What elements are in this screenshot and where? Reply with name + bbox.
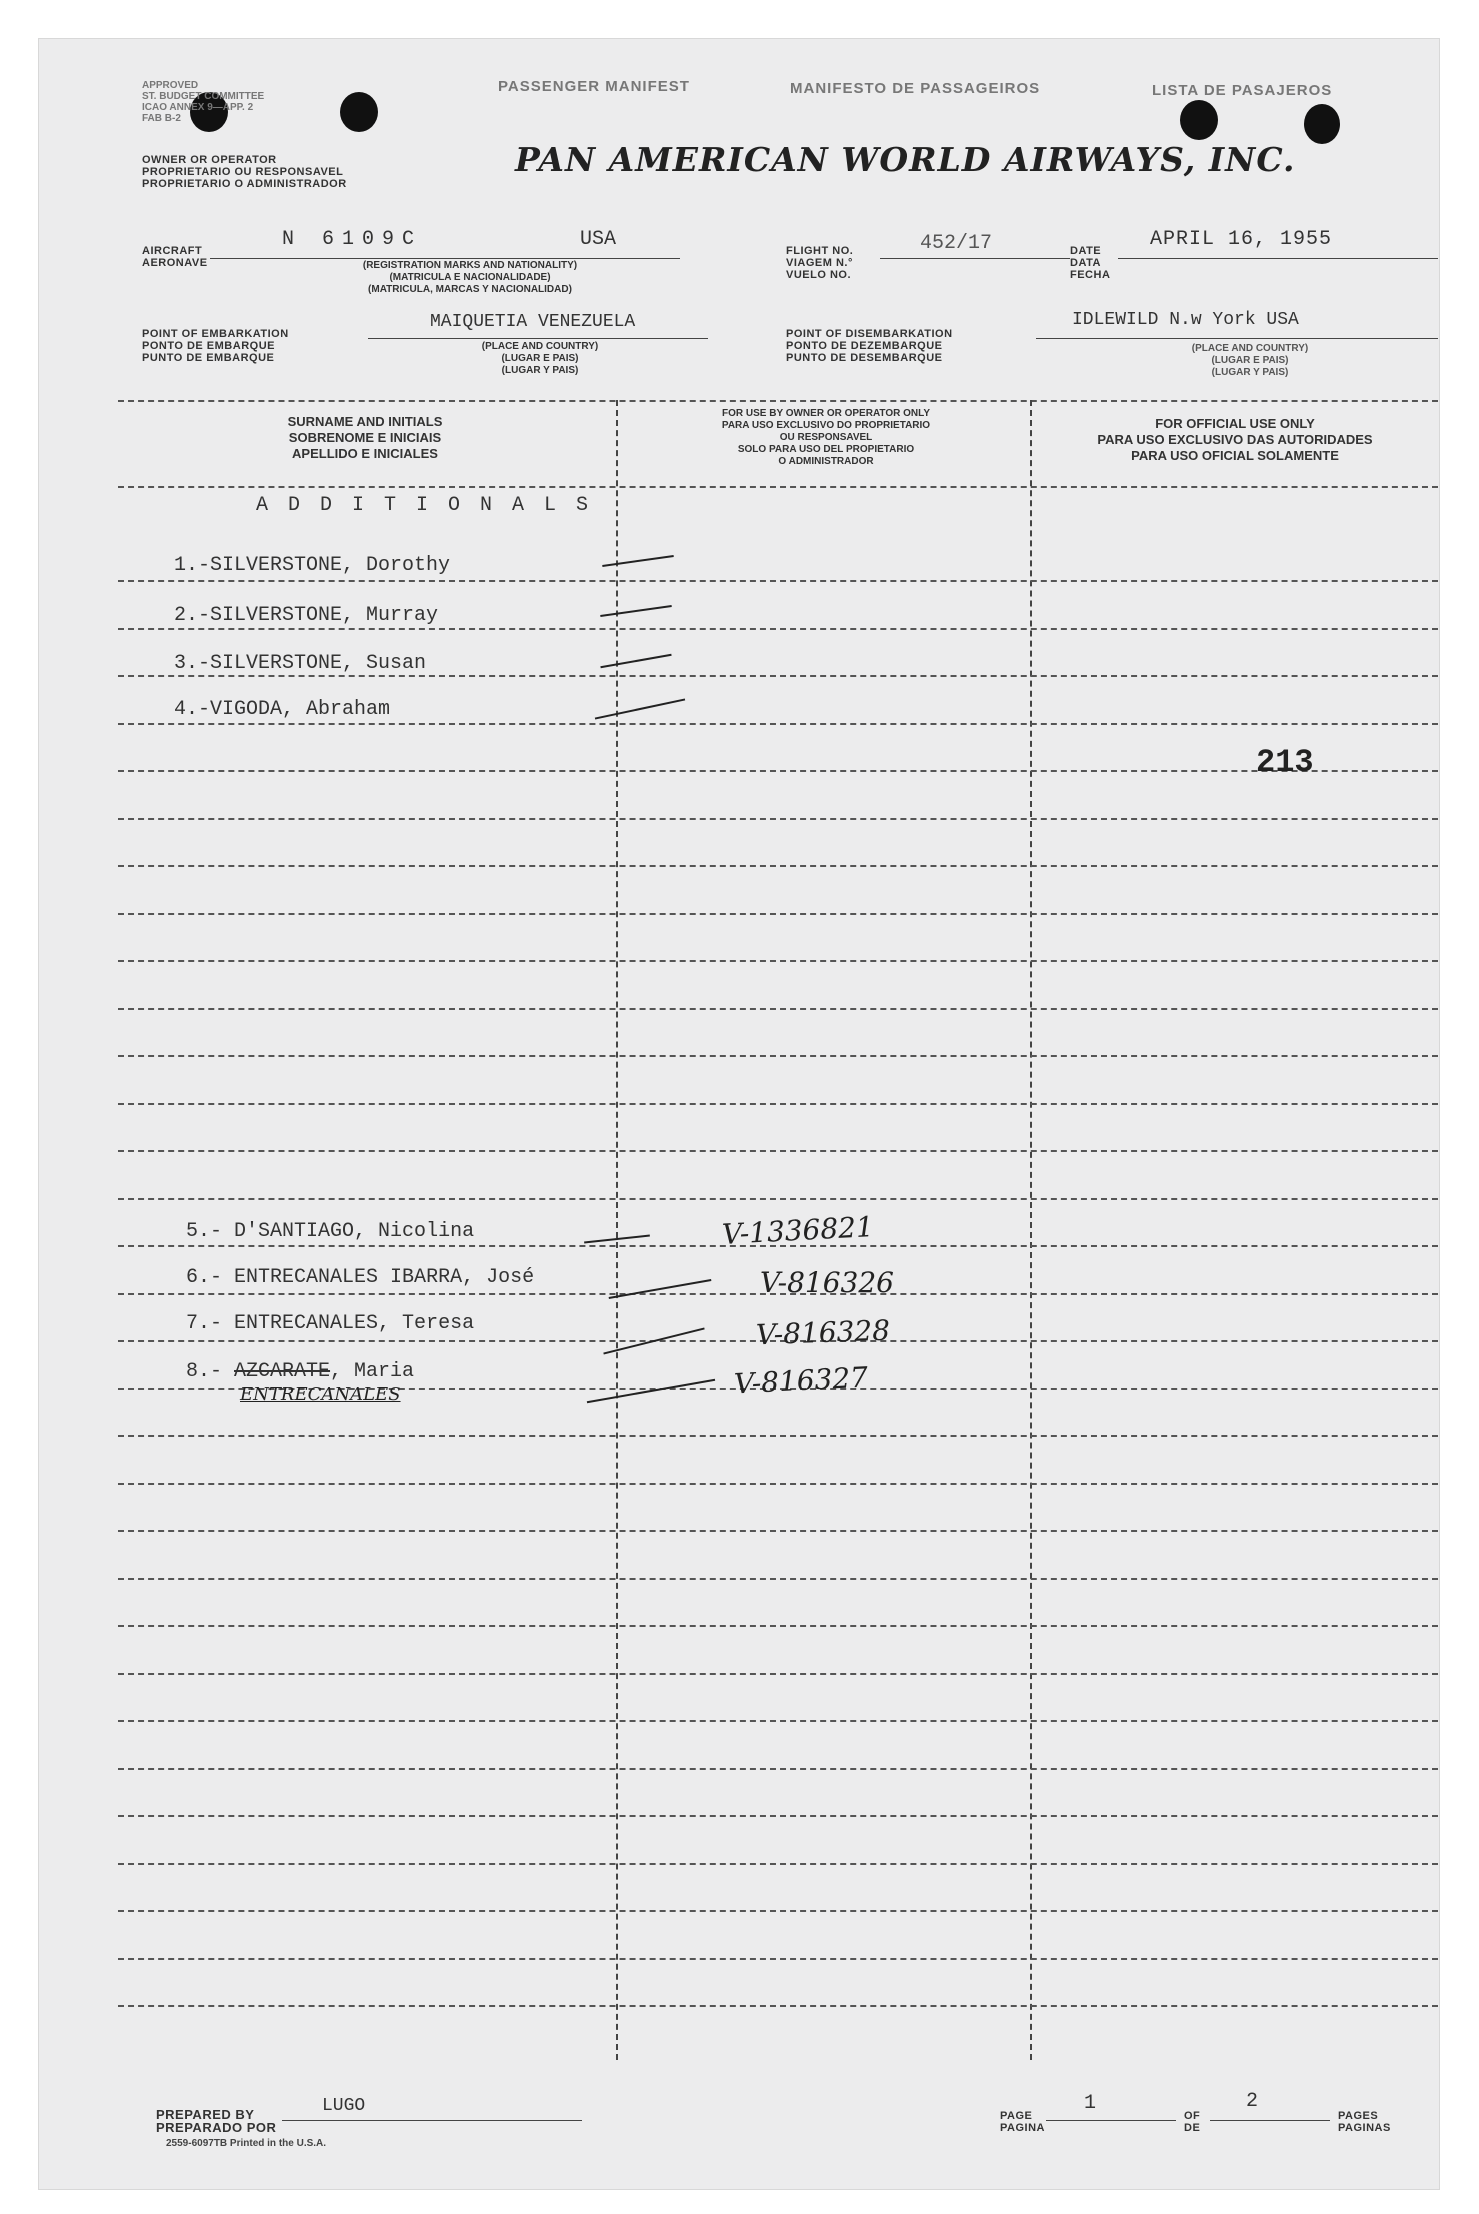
flight-label-line: VUELO NO. bbox=[786, 269, 852, 281]
row-rule bbox=[118, 1863, 1438, 1865]
embarkation-label bbox=[142, 328, 289, 364]
row-rule bbox=[118, 1150, 1438, 1152]
passenger-number: 6.- bbox=[186, 1266, 223, 1289]
row-rule bbox=[118, 770, 1438, 772]
prepared-by-label-line: PREPARED BY bbox=[156, 2107, 255, 2122]
approval-block bbox=[142, 80, 352, 124]
of-label bbox=[1184, 2110, 1200, 2134]
row-rule bbox=[118, 913, 1438, 915]
handwritten-correction: ENTRECANALES bbox=[240, 1384, 401, 1405]
row-rule bbox=[118, 1815, 1438, 1817]
row-rule bbox=[118, 1578, 1438, 1580]
passenger-row-5 bbox=[186, 1220, 474, 1243]
row-rule bbox=[118, 1768, 1438, 1770]
flight-label-line: VIAGEM N.° bbox=[786, 257, 853, 269]
aircraft-label-line: AERONAVE bbox=[142, 257, 208, 269]
passenger-name: SILVERSTONE, Dorothy bbox=[210, 554, 451, 577]
page-underline bbox=[1046, 2120, 1176, 2121]
row-rule bbox=[118, 1008, 1438, 1010]
aircraft-sublabel-line: (REGISTRATION MARKS AND NATIONALITY) bbox=[362, 260, 578, 271]
passenger-number: 3.- bbox=[174, 652, 211, 675]
column-divider-1 bbox=[616, 400, 618, 2060]
disembarkation-label bbox=[786, 328, 953, 364]
row-rule bbox=[118, 1910, 1438, 1912]
owner-use-header-line: SOLO PARA USO DEL PROPIETARIO bbox=[737, 444, 915, 455]
title-spanish: LISTA DE PASAJEROS bbox=[1152, 82, 1333, 99]
of-label-line: OF bbox=[1184, 2110, 1201, 2122]
owner-use-header-line: O ADMINISTRADOR bbox=[778, 456, 874, 467]
aircraft-underline bbox=[210, 258, 680, 259]
passenger-row-2 bbox=[174, 604, 438, 627]
date-label bbox=[1070, 245, 1110, 281]
owner-use-header-line: FOR USE BY OWNER OR OPERATOR ONLY bbox=[722, 408, 930, 419]
embarkation-sublabel bbox=[440, 341, 640, 377]
of-underline bbox=[1210, 2120, 1330, 2121]
page-label bbox=[1000, 2110, 1045, 2134]
embarkation-sublabel-line: (PLACE AND COUNTRY) bbox=[481, 341, 599, 352]
row-rule bbox=[118, 1435, 1438, 1437]
passenger-number: 1.- bbox=[174, 554, 211, 577]
prepared-by-underline bbox=[282, 2120, 582, 2121]
pages-label-line: PAGES bbox=[1338, 2110, 1379, 2122]
row-rule bbox=[118, 865, 1438, 867]
visa-number: V-816328 bbox=[755, 1313, 891, 1352]
row-rule bbox=[118, 1958, 1438, 1960]
official-use-header-line: FOR OFFICIAL USE ONLY bbox=[1155, 416, 1315, 431]
surname-header-line: SOBRENOME E INICIAIS bbox=[288, 430, 442, 445]
punch-hole-right-2 bbox=[1304, 104, 1340, 144]
disembarkation-underline bbox=[1036, 338, 1438, 339]
table-header-rule bbox=[118, 486, 1438, 488]
title-portuguese: MANIFESTO DE PASSAGEIROS bbox=[790, 80, 1041, 97]
disembarkation-sublabel-line: (LUGAR E PAIS) bbox=[1211, 355, 1289, 366]
flight-label-line: FLIGHT NO. bbox=[786, 245, 854, 257]
aircraft-nationality: USA bbox=[580, 228, 617, 251]
aircraft-sublabel bbox=[320, 260, 620, 296]
row-rule bbox=[118, 1483, 1438, 1485]
embarkation-label-line: PONTO DE EMBARQUE bbox=[142, 340, 275, 352]
passenger-row-8 bbox=[186, 1360, 414, 1383]
row-rule bbox=[118, 1625, 1438, 1627]
row-rule bbox=[118, 1198, 1438, 1200]
passenger-row-3 bbox=[174, 652, 426, 675]
date-label-line: FECHA bbox=[1070, 269, 1111, 281]
form-number: 2559-6097TB Printed in the U.S.A. bbox=[166, 2138, 327, 2149]
flight-date: APRIL 16, 1955 bbox=[1150, 228, 1333, 251]
owner-label-line: PROPRIETARIO OU RESPONSAVEL bbox=[142, 166, 344, 178]
row-rule bbox=[118, 723, 1438, 725]
owner-label-line: OWNER OR OPERATOR bbox=[142, 154, 277, 166]
visa-number: V-816326 bbox=[760, 1266, 894, 1299]
flight-underline bbox=[880, 258, 1070, 259]
owner-label-line: PROPRIETARIO O ADMINISTRADOR bbox=[142, 178, 347, 190]
disembarkation-sublabel-line: (PLACE AND COUNTRY) bbox=[1191, 343, 1309, 354]
passenger-number: 2.- bbox=[174, 604, 211, 627]
owner-label bbox=[142, 154, 347, 190]
passenger-number: 5.- bbox=[186, 1220, 223, 1243]
embarkation-label-line: PUNTO DE EMBARQUE bbox=[142, 352, 275, 364]
of-label-line: DE bbox=[1184, 2122, 1201, 2134]
passenger-number: 7.- bbox=[186, 1312, 223, 1335]
passenger-name-struck: AZCARATE bbox=[234, 1360, 331, 1383]
passenger-name: ENTRECANALES IBARRA, José bbox=[234, 1266, 535, 1289]
embarkation-sublabel-line: (LUGAR Y PAIS) bbox=[501, 365, 579, 376]
row-rule bbox=[118, 580, 1438, 582]
passenger-name: , Maria bbox=[330, 1360, 415, 1383]
passenger-row-1 bbox=[174, 554, 450, 577]
surname-header-line: APELLIDO E INICIALES bbox=[292, 446, 438, 461]
passenger-name: SILVERSTONE, Susan bbox=[210, 652, 427, 675]
visa-number: V-1336821 bbox=[721, 1210, 875, 1251]
page-label-line: PAGE bbox=[1000, 2110, 1033, 2122]
row-rule bbox=[118, 1720, 1438, 1722]
approval-line: ICAO ANNEX 9—APP. 2 bbox=[142, 102, 254, 113]
passenger-row-6 bbox=[186, 1266, 534, 1289]
official-use-header-line: PARA USO EXCLUSIVO DAS AUTORIDADES bbox=[1097, 432, 1373, 447]
embarkation-label-line: POINT OF EMBARKATION bbox=[142, 328, 289, 340]
row-rule bbox=[118, 1673, 1438, 1675]
row-rule bbox=[118, 675, 1438, 677]
prepared-by-label bbox=[156, 2108, 276, 2134]
passenger-row-4 bbox=[174, 698, 390, 721]
pages-label-line: PAGINAS bbox=[1338, 2122, 1391, 2134]
visa-number: V-816327 bbox=[733, 1360, 869, 1401]
approval-line: FAB B-2 bbox=[142, 113, 181, 124]
disembarkation-label-line: POINT OF DISEMBARKATION bbox=[786, 328, 953, 340]
surname-header-line: SURNAME AND INITIALS bbox=[287, 414, 443, 429]
pages-label bbox=[1338, 2110, 1391, 2134]
aircraft-registration: N 6109C bbox=[282, 228, 423, 251]
official-use-header-line: PARA USO OFICIAL SOLAMENTE bbox=[1131, 448, 1339, 463]
disembarkation-sublabel-line: (LUGAR Y PAIS) bbox=[1211, 367, 1289, 378]
total-pages: 2 bbox=[1246, 2090, 1259, 2113]
column-divider-2 bbox=[1030, 400, 1032, 2060]
date-underline bbox=[1118, 258, 1438, 259]
passenger-name: D'SANTIAGO, Nicolina bbox=[234, 1220, 475, 1243]
aircraft-label bbox=[142, 245, 208, 269]
row-rule bbox=[118, 1103, 1438, 1105]
disembarkation-label-line: PUNTO DE DESEMBARQUE bbox=[786, 352, 943, 364]
section-heading: A D D I T I O N A L S bbox=[256, 494, 593, 517]
row-rule bbox=[118, 2005, 1438, 2007]
flight-label bbox=[786, 245, 853, 281]
approval-line: APPROVED bbox=[142, 80, 199, 91]
aircraft-sublabel-line: (MATRICULA, MARCAS Y NACIONALIDAD) bbox=[368, 284, 572, 295]
prepared-by-value: LUGO bbox=[322, 2096, 366, 2116]
embarkation-sublabel-line: (LUGAR E PAIS) bbox=[501, 353, 579, 364]
passenger-name: SILVERSTONE, Murray bbox=[210, 604, 439, 627]
disembarkation-label-line: PONTO DE DEZEMBARQUE bbox=[786, 340, 943, 352]
disembarkation-place: IDLEWILD N.w York USA bbox=[1072, 310, 1299, 330]
disembarkation-sublabel bbox=[1150, 343, 1350, 379]
prepared-by-label-line: PREPARADO POR bbox=[156, 2120, 277, 2135]
page-label-line: PAGINA bbox=[1000, 2122, 1045, 2134]
title-english: PASSENGER MANIFEST bbox=[498, 78, 690, 95]
surname-column-header bbox=[200, 414, 530, 462]
passenger-name: VIGODA, Abraham bbox=[210, 698, 391, 721]
passenger-number: 4.- bbox=[174, 698, 211, 721]
passenger-number: 8.- bbox=[186, 1360, 223, 1383]
flight-number: 452/17 bbox=[920, 232, 993, 255]
row-rule bbox=[118, 818, 1438, 820]
approval-line: ST. BUDGET COMMITTEE bbox=[142, 91, 265, 102]
aircraft-label-line: AIRCRAFT bbox=[142, 245, 203, 257]
passenger-row-7 bbox=[186, 1312, 474, 1335]
aircraft-sublabel-line: (MATRICULA E NACIONALIDADE) bbox=[389, 272, 551, 283]
table-top-rule bbox=[118, 400, 1438, 402]
date-label-line: DATE bbox=[1070, 245, 1102, 257]
row-rule bbox=[118, 628, 1438, 630]
row-rule bbox=[118, 1055, 1438, 1057]
passenger-name: ENTRECANALES, Teresa bbox=[234, 1312, 475, 1335]
punch-hole-right-1 bbox=[1180, 100, 1218, 140]
official-use-column-header bbox=[1040, 416, 1430, 464]
embarkation-underline bbox=[368, 338, 708, 339]
row-rule bbox=[118, 1530, 1438, 1532]
embarkation-place: MAIQUETIA VENEZUELA bbox=[430, 312, 636, 332]
row-rule bbox=[118, 960, 1438, 962]
owner-use-header-line: OU RESPONSAVEL bbox=[779, 432, 873, 443]
page-number: 1 bbox=[1084, 2092, 1097, 2115]
owner-use-column-header bbox=[626, 408, 1026, 468]
owner-use-header-line: PARA USO EXCLUSIVO DO PROPRIETARIO bbox=[721, 420, 931, 431]
page-stamp-number: 213 bbox=[1256, 744, 1314, 781]
company-name: PAN AMERICAN WORLD AIRWAYS, INC. bbox=[515, 140, 1296, 179]
date-label-line: DATA bbox=[1070, 257, 1101, 269]
